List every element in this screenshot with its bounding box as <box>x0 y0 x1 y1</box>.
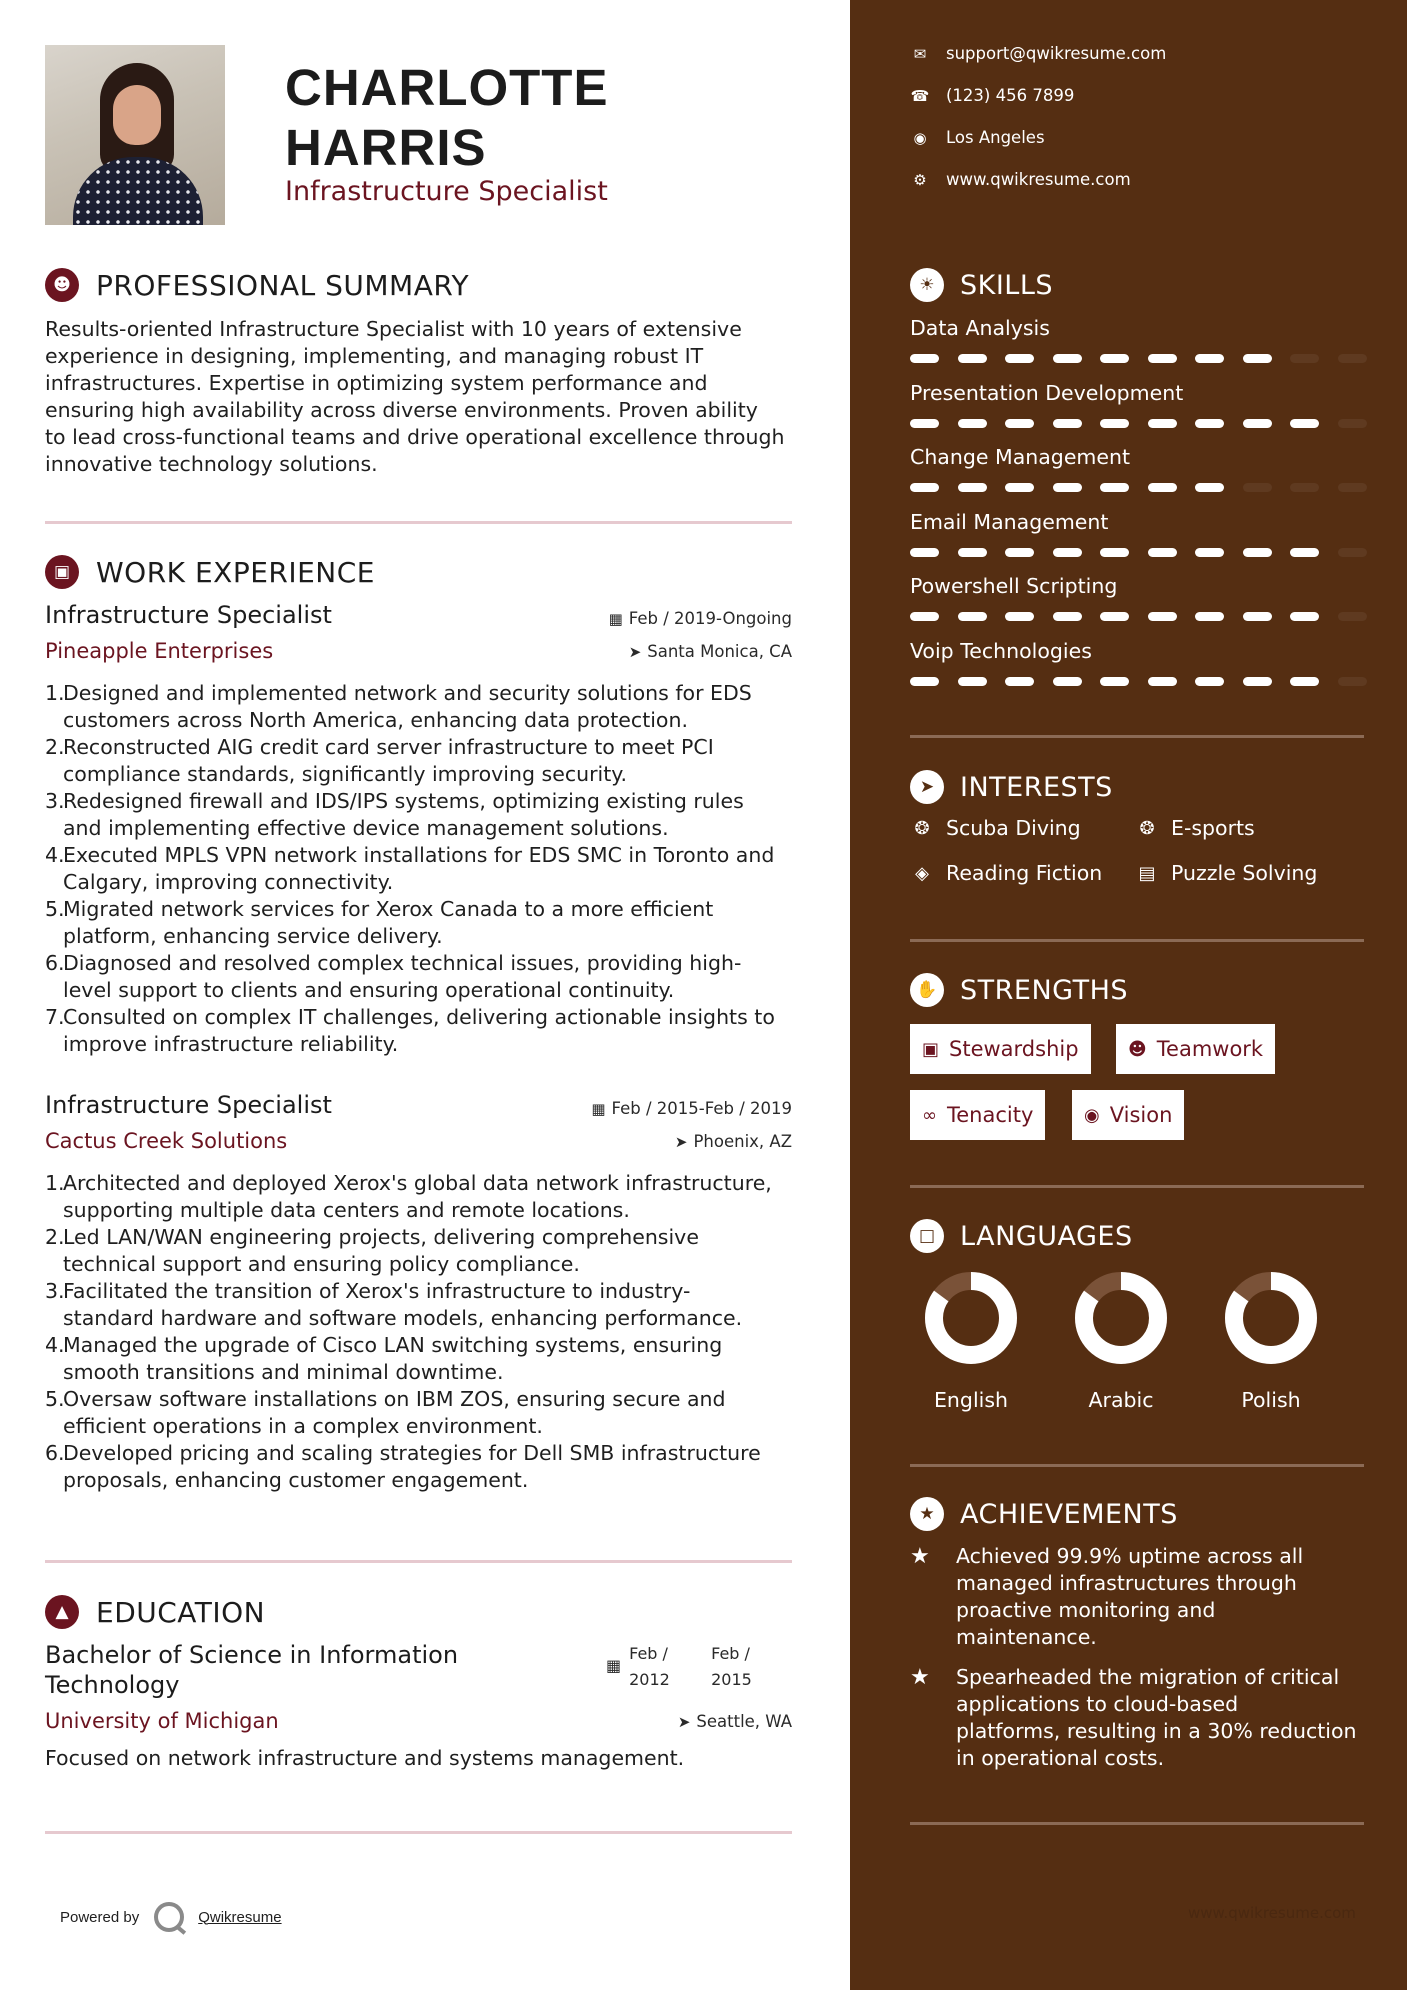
bullet-item <box>45 896 795 950</box>
start-year: 2012 <box>629 1670 670 1689</box>
bullet-line: Led LAN/WAN engineering projects, delivering comprehensive <box>63 1225 699 1249</box>
job-dates-text: Feb / 2015-Feb / 2019 <box>611 1099 792 1118</box>
skill-name: Powershell Scripting <box>910 574 1118 598</box>
star-icon: ★ <box>910 1665 930 1690</box>
job-dates-text: Feb / 2019-Ongoing <box>628 609 792 628</box>
globe-icon: ⚙ <box>913 170 927 189</box>
bullet-line: Diagnosed and resolved complex technical issues, providing high- <box>63 951 742 975</box>
bullet-item <box>45 734 795 788</box>
skill-segment <box>1243 419 1272 428</box>
phone-icon: ☎ <box>910 86 930 105</box>
bullet-text <box>63 1004 775 1058</box>
work-heading <box>45 555 375 589</box>
bullet-line: platform, enhancing service delivery. <box>63 924 443 948</box>
bullet-number: 3. <box>45 1279 65 1303</box>
bullet-number: 6. <box>45 951 65 975</box>
skill-name: Data Analysis <box>910 316 1050 340</box>
skill-name: Change Management <box>910 445 1131 469</box>
pin-icon: ➤ <box>674 1132 688 1151</box>
job-location <box>675 1132 792 1151</box>
degree-line-2: Technology <box>45 1671 180 1699</box>
bullet-number: 4. <box>45 843 65 867</box>
skill-segment <box>958 548 987 557</box>
skill-segment <box>910 483 939 492</box>
interest-item <box>910 861 1102 885</box>
bullet-item <box>45 1386 795 1440</box>
skill-segment <box>958 419 987 428</box>
skill-segment <box>1005 677 1034 686</box>
bullet-number: 2. <box>45 735 65 759</box>
education-degree <box>45 1640 515 1700</box>
language-ring <box>1073 1270 1169 1366</box>
skill-segment <box>1100 419 1129 428</box>
bullet-number: 5. <box>45 1387 65 1411</box>
bullet-number: 3. <box>45 789 65 813</box>
bullet-item <box>45 1332 795 1386</box>
bullet-text <box>63 1278 742 1332</box>
start-month: Feb / <box>629 1644 668 1663</box>
achievement-line: proactive monitoring and <box>956 1598 1216 1622</box>
skill-segment <box>1005 483 1034 492</box>
skill-segment <box>1005 419 1034 428</box>
location-text: Los Angeles <box>946 128 1045 147</box>
language-item <box>1216 1270 1326 1412</box>
interest-label: E-sports <box>1171 816 1255 840</box>
skill-segment <box>1338 612 1367 621</box>
achievement-line: platforms, resulting in a 30% reduction <box>956 1719 1357 1743</box>
paper-plane-icon: ➤ <box>910 770 944 804</box>
skill-level-bar <box>910 548 1385 557</box>
language-item <box>1066 1270 1176 1412</box>
users-icon: ☻ <box>1128 1038 1147 1060</box>
bullet-text <box>63 1224 699 1278</box>
bullet-number: 4. <box>45 1333 65 1357</box>
end-year: 2015 <box>711 1670 752 1689</box>
gamepad-icon: ◈ <box>915 862 929 884</box>
summary-text: Results-oriented Infrastructure Specialist with 10 years of extensive experience in designing, implementing, and managing robust IT infrastructures. Expertise in optimizing system performance and ensuring high availability across diverse environments. Proven ability to lead cross-functional teams and drive operational excellence through innovative technology solutions. <box>45 317 785 476</box>
skill-segment <box>1195 677 1224 686</box>
skill-segment <box>1195 612 1224 621</box>
skill-level-bar <box>910 483 1385 492</box>
bullet-line: improve infrastructure reliability. <box>63 1032 399 1056</box>
envelope-icon: ✉ <box>913 44 927 63</box>
skill-segment <box>1243 548 1272 557</box>
interests-heading <box>910 770 1113 804</box>
bullet-line: Reconstructed AIG credit card server infrastructure to meet PCI <box>63 735 714 759</box>
skill-segment <box>1243 483 1272 492</box>
bullet-line: supporting multiple data centers and remote locations. <box>63 1198 630 1222</box>
skill-segment <box>1053 548 1082 557</box>
language-name: Polish <box>1241 1388 1301 1412</box>
skill-segment <box>1338 548 1367 557</box>
skill-segment <box>1243 354 1272 363</box>
phone-text: (123) 456 7899 <box>946 86 1075 105</box>
skill-segment <box>1053 419 1082 428</box>
achievement-item <box>910 1664 1370 1772</box>
job-location-text: Santa Monica, CA <box>647 642 792 661</box>
qwikresume-link[interactable]: Qwikresume <box>198 1908 282 1926</box>
achievement-line: in operational costs. <box>956 1746 1165 1770</box>
bullet-line: and implementing effective device management solutions. <box>63 816 669 840</box>
skill-level-bar <box>910 354 1385 363</box>
education-dates <box>606 1641 793 1693</box>
skill-segment <box>1338 483 1367 492</box>
bullet-item <box>45 1278 795 1332</box>
bullet-text <box>63 1386 726 1440</box>
interest-item <box>910 816 1081 840</box>
education-description: Focused on network infrastructure and systems management. <box>45 1746 685 1770</box>
skill-segment <box>1148 419 1177 428</box>
skill-segment <box>1243 612 1272 621</box>
bullet-line: Architected and deployed Xerox's global data network infrastructure, <box>63 1171 772 1195</box>
bullet-item <box>45 680 795 734</box>
divider <box>910 1185 1364 1188</box>
pin-icon: ➤ <box>677 1712 691 1731</box>
user-icon: ☻ <box>45 268 79 302</box>
skill-segment <box>958 483 987 492</box>
education-school: University of Michigan <box>45 1709 279 1733</box>
strength-chip <box>910 1024 1091 1074</box>
divider <box>910 735 1364 738</box>
bullet-line: technical support and ensuring policy compliance. <box>63 1252 580 1276</box>
bullet-line: Oversaw software installations on IBM ZOS, ensuring secure and <box>63 1387 726 1411</box>
skill-segment <box>1338 419 1367 428</box>
interest-label: Reading Fiction <box>946 861 1103 885</box>
skill-segment <box>1100 548 1129 557</box>
watermark: www.qwikresume.com <box>1188 1904 1356 1922</box>
bullet-number: 2. <box>45 1225 65 1249</box>
bullet-line: proposals, enhancing customer engagement. <box>63 1468 529 1492</box>
skill-segment <box>1290 419 1319 428</box>
language-icon: □ <box>910 1219 944 1253</box>
calendar-icon: ▦ <box>591 1099 606 1118</box>
fist-icon: ✋ <box>910 973 944 1007</box>
skill-segment <box>1195 354 1224 363</box>
skill-name: Voip Technologies <box>910 638 1092 663</box>
calendar-icon: ▦ <box>606 1656 622 1675</box>
skill-segment <box>1290 354 1319 363</box>
language-name: Arabic <box>1088 1388 1154 1412</box>
divider <box>910 1822 1364 1825</box>
languages-title: LANGUAGES <box>960 1220 1133 1252</box>
profile-photo <box>45 45 225 225</box>
achievement-text <box>956 1664 1357 1772</box>
skill-segment <box>910 354 939 363</box>
bullet-text <box>63 788 744 842</box>
bullet-item <box>45 950 795 1004</box>
website-text: www.qwikresume.com <box>946 170 1131 189</box>
bullet-line: Consulted on complex IT challenges, delivering actionable insights to <box>63 1005 775 1029</box>
language-item <box>916 1270 1026 1412</box>
binoculars-icon: ◉ <box>1084 1104 1100 1126</box>
bullet-item <box>45 1170 795 1224</box>
skill-segment <box>1195 419 1224 428</box>
bullet-item <box>45 1224 795 1278</box>
bullet-item <box>45 788 795 842</box>
star-icon: ★ <box>910 1544 930 1569</box>
achievement-line: Achieved 99.9% uptime across all <box>956 1544 1304 1568</box>
education-location <box>678 1712 792 1731</box>
bullet-line: smooth transitions and minimal downtime. <box>63 1360 504 1384</box>
education-heading <box>45 1595 265 1629</box>
skill-segment <box>1290 548 1319 557</box>
strength-chip <box>910 1090 1045 1140</box>
skill-segment <box>1148 483 1177 492</box>
bullet-text <box>63 680 752 734</box>
contact-email[interactable] <box>910 44 1166 63</box>
skill-segment <box>1243 677 1272 686</box>
skill-segment <box>958 612 987 621</box>
bullet-number: 1. <box>45 681 65 705</box>
divider <box>910 1464 1364 1467</box>
bullet-text <box>63 734 714 788</box>
bullet-line: Executed MPLS VPN network installations for EDS SMC in Toronto and <box>63 843 775 867</box>
skill-segment <box>1100 354 1129 363</box>
bullet-line: Designed and implemented network and security solutions for EDS <box>63 681 752 705</box>
skill-segment <box>1148 548 1177 557</box>
skills-heading <box>910 268 1053 302</box>
bullet-number: 1. <box>45 1171 65 1195</box>
interest-item <box>1135 861 1317 885</box>
email-text: support@qwikresume.com <box>946 44 1167 63</box>
bullet-line: efficient operations in a complex environment. <box>63 1414 543 1438</box>
bullet-line: standard hardware and software models, enhancing performance. <box>63 1306 743 1330</box>
skill-segment <box>910 548 939 557</box>
bullet-item <box>45 842 795 896</box>
divider <box>910 939 1364 942</box>
contact-location <box>910 128 1045 147</box>
skill-level-bar <box>910 677 1385 686</box>
job-bullets <box>45 680 795 1058</box>
skill-segment <box>958 354 987 363</box>
bullet-line: level support to clients and ensuring operational continuity. <box>63 978 675 1002</box>
degree-line-1: Bachelor of Science in Information <box>45 1641 459 1669</box>
skills-title: SKILLS <box>960 269 1054 301</box>
book-icon: ▤ <box>1138 862 1156 884</box>
job-bullets <box>45 1170 795 1494</box>
link-icon: ∞ <box>922 1104 937 1126</box>
language-ring <box>1223 1270 1319 1366</box>
bullet-text <box>63 842 774 896</box>
job-company: Pineapple Enterprises <box>45 639 274 663</box>
achievement-line: applications to cloud-based <box>956 1692 1239 1716</box>
strength-chip <box>1116 1024 1275 1074</box>
achievement-line: managed infrastructures through <box>956 1571 1297 1595</box>
skill-segment <box>1195 483 1224 492</box>
graduation-cap-icon: ▲ <box>45 1595 79 1629</box>
strength-label: Stewardship <box>949 1037 1079 1061</box>
candidate-title: Infrastructure Specialist <box>285 176 608 207</box>
skill-segment <box>1053 354 1082 363</box>
end-month: Feb / <box>711 1644 750 1663</box>
skill-segment <box>1290 677 1319 686</box>
skill-segment <box>910 612 939 621</box>
skill-segment <box>1148 677 1177 686</box>
skill-segment <box>1053 677 1082 686</box>
skill-name: Presentation Development <box>910 380 1184 405</box>
life-ring-icon: ❂ <box>914 817 930 839</box>
bullet-line: customers across North America, enhancing data protection. <box>63 708 688 732</box>
skill-level-bar <box>910 419 1385 428</box>
candidate-name <box>285 58 608 178</box>
strength-label: Vision <box>1109 1103 1173 1127</box>
achievement-line: maintenance. <box>956 1625 1097 1649</box>
education-end <box>711 1641 767 1693</box>
achievements-heading <box>910 1497 1178 1531</box>
footer <box>60 1902 282 1932</box>
strengths-heading <box>910 973 1128 1007</box>
job-company: Cactus Creek Solutions <box>45 1129 288 1153</box>
skill-segment <box>910 677 939 686</box>
summary-heading <box>45 268 469 302</box>
skill-segment <box>1290 612 1319 621</box>
map-pin-icon: ◉ <box>913 128 927 147</box>
skill-name: Email Management <box>910 509 1109 534</box>
bullet-line: Managed the upgrade of Cisco LAN switching systems, ensuring <box>63 1333 723 1357</box>
job-title: Infrastructure Specialist <box>45 1091 332 1119</box>
bullet-text <box>63 1440 761 1494</box>
bullet-number: 7. <box>45 1005 65 1029</box>
strengths-title: STRENGTHS <box>960 974 1129 1006</box>
contact-phone[interactable] <box>910 86 1074 105</box>
life-ring-icon: ❂ <box>1139 817 1155 839</box>
interest-item <box>1135 816 1255 840</box>
bullet-text <box>63 896 713 950</box>
skill-segment <box>1338 677 1367 686</box>
name-line-1: CHARLOTTE <box>285 59 609 116</box>
skill-segment <box>1053 483 1082 492</box>
strength-label: Teamwork <box>1156 1037 1264 1061</box>
skill-segment <box>1005 548 1034 557</box>
skill-segment <box>1100 483 1129 492</box>
interest-label: Puzzle Solving <box>1171 861 1318 885</box>
bullet-number: 5. <box>45 897 65 921</box>
languages-heading <box>910 1219 1133 1253</box>
skill-segment <box>1005 612 1034 621</box>
divider <box>45 521 792 524</box>
education-title: EDUCATION <box>96 1595 266 1629</box>
bullet-line: Developed pricing and scaling strategies for Dell SMB infrastructure <box>63 1441 761 1465</box>
bullet-item <box>45 1004 795 1058</box>
job-title: Infrastructure Specialist <box>45 601 332 629</box>
achievement-text <box>956 1543 1303 1651</box>
skill-segment <box>1053 612 1082 621</box>
contact-website[interactable] <box>910 170 1131 189</box>
lightbulb-icon: ☀ <box>910 268 944 302</box>
achievement-item <box>910 1543 1370 1651</box>
bullet-line: Facilitated the transition of Xerox's infrastructure to industry- <box>63 1279 691 1303</box>
skill-segment <box>1005 354 1034 363</box>
bullet-text <box>63 950 741 1004</box>
skill-segment <box>1148 612 1177 621</box>
bullet-line: compliance standards, significantly improving security. <box>63 762 627 786</box>
qwikresume-logo-icon <box>154 1902 184 1932</box>
achievements-title: ACHIEVEMENTS <box>960 1498 1178 1530</box>
interest-label: Scuba Diving <box>946 816 1081 840</box>
star-icon: ★ <box>910 1497 944 1531</box>
skill-segment <box>1195 548 1224 557</box>
language-ring <box>923 1270 1019 1366</box>
bullet-text <box>63 1170 772 1224</box>
skill-segment <box>1100 612 1129 621</box>
bullet-text <box>63 1332 722 1386</box>
summary-title: PROFESSIONAL SUMMARY <box>96 268 470 302</box>
work-title: WORK EXPERIENCE <box>96 555 375 589</box>
strength-label: Tenacity <box>947 1103 1034 1127</box>
achievement-line: Spearheaded the migration of critical <box>956 1665 1340 1689</box>
skill-segment <box>958 677 987 686</box>
education-start <box>629 1641 685 1693</box>
skill-segment <box>1290 483 1319 492</box>
bullet-item <box>45 1440 795 1494</box>
strength-chip <box>1072 1090 1184 1140</box>
skill-segment <box>1100 677 1129 686</box>
skill-segment <box>1148 354 1177 363</box>
language-name: English <box>933 1388 1009 1412</box>
bullet-line: Migrated network services for Xerox Canada to a more efficient <box>63 897 714 921</box>
education-location-text: Seattle, WA <box>696 1712 792 1731</box>
bullet-number: 6. <box>45 1441 65 1465</box>
job-location <box>629 642 792 661</box>
calendar-icon: ▦ <box>608 609 623 628</box>
job-dates <box>609 609 792 628</box>
name-line-2: HARRIS <box>285 119 487 176</box>
divider <box>45 1560 792 1563</box>
skill-level-bar <box>910 612 1385 621</box>
job-dates <box>591 1099 792 1118</box>
briefcase-icon: ▣ <box>922 1038 940 1060</box>
divider <box>45 1831 792 1834</box>
bullet-line: Calgary, improving connectivity. <box>63 870 394 894</box>
powered-by-label: Powered by <box>60 1908 140 1926</box>
job-location-text: Phoenix, AZ <box>693 1132 792 1151</box>
pin-icon: ➤ <box>628 642 642 661</box>
briefcase-icon: ▣ <box>45 555 79 589</box>
skill-segment <box>910 419 939 428</box>
bullet-line: Redesigned firewall and IDS/IPS systems, optimizing existing rules <box>63 789 744 813</box>
skill-segment <box>1338 354 1367 363</box>
interests-title: INTERESTS <box>960 771 1113 803</box>
